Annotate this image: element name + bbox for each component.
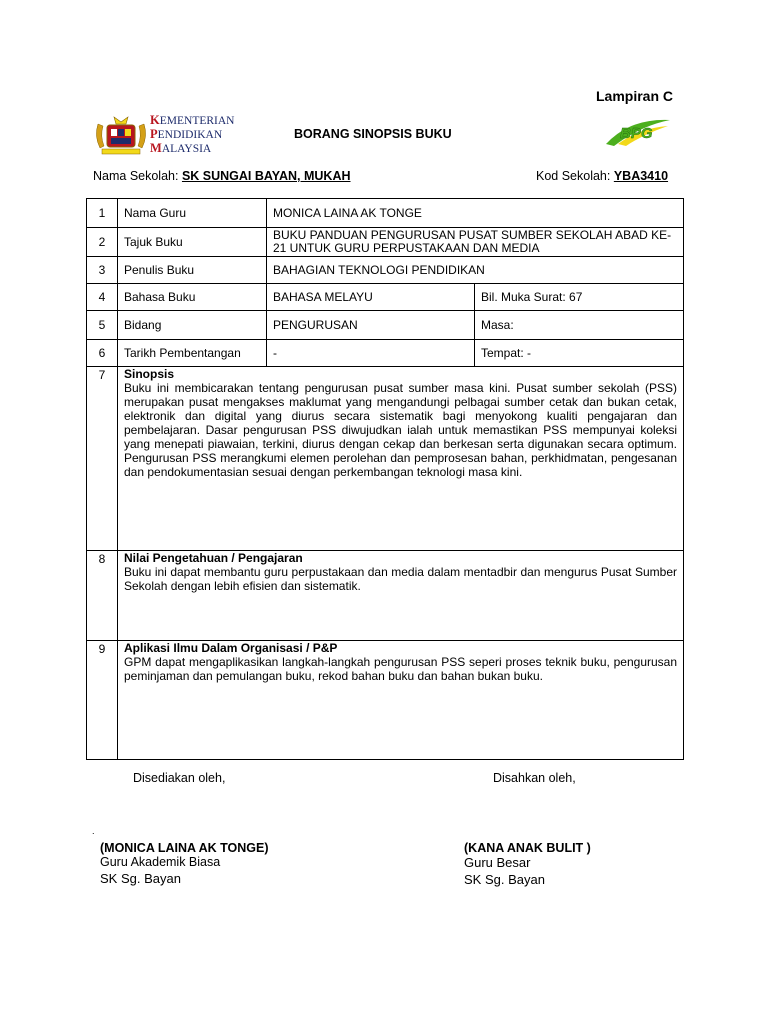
row-value: MONICA LAINA AK TONGE [267, 199, 684, 228]
school-name-label: Nama Sekolah: [93, 169, 179, 183]
section-title: Aplikasi Ilmu Dalam Organisasi / P&P [124, 641, 338, 655]
row-label: Tajuk Buku [118, 228, 267, 257]
ministry-line-1: KEMENTERIAN [150, 113, 235, 127]
approved-by-school: SK Sg. Bayan [464, 872, 545, 887]
section-content [118, 641, 684, 760]
row-extra: Masa: [475, 311, 684, 340]
row-number: 5 [87, 311, 118, 340]
prepared-by-name: (MONICA LAINA AK TONGE) [100, 841, 269, 855]
prepared-by-school: SK Sg. Bayan [100, 871, 181, 886]
section-body: GPM dapat mengaplikasikan langkah-langkah pengurusan PSS seperi proses teknik buku, pengurusan peminjaman dan pemulangan buku, rekod bahan buku dan bahan bukan buku. [124, 655, 678, 683]
section-number: 9 [87, 641, 118, 760]
row-label: Bahasa Buku [118, 284, 267, 311]
form-title: BORANG SINOPSIS BUKU [294, 127, 452, 141]
row-number: 3 [87, 257, 118, 284]
row-value: BAHAGIAN TEKNOLOGI PENDIDIKAN [267, 257, 684, 284]
prepared-by-position: Guru Akademik Biasa [100, 855, 221, 869]
bpg-logo [600, 114, 672, 150]
row-label: Penulis Buku [118, 257, 267, 284]
prepared-by-block [100, 841, 269, 886]
ministry-name-logo [150, 114, 234, 156]
row-number: 4 [87, 284, 118, 311]
school-code-value: YBA3410 [613, 169, 669, 183]
table-row [87, 284, 684, 311]
application-section [87, 641, 684, 760]
school-name-field [93, 169, 351, 183]
school-code-field [536, 169, 668, 183]
prepared-by-label: Disediakan oleh, [133, 771, 226, 785]
row-extra: Bil. Muka Surat: 67 [475, 284, 684, 311]
svg-text:BPG: BPG [620, 125, 653, 142]
school-code-label: Kod Sekolah: [536, 169, 611, 183]
table-row [87, 199, 684, 228]
synopsis-section [87, 367, 684, 551]
signature-mark: . [92, 826, 95, 836]
knowledge-value-section [87, 551, 684, 641]
section-body: Buku ini dapat membantu guru perpustakaan dan media dalam mentadbir dan mengurus Pusat Sumber Sekolah dengan lebih efisien dan sistematik. [124, 565, 678, 593]
section-title: Nilai Pengetahuan / Pengajaran [124, 551, 303, 565]
approved-by-name: (KANA ANAK BULIT ) [464, 841, 591, 855]
table-row [87, 340, 684, 367]
row-number: 6 [87, 340, 118, 367]
ministry-line-3: MALAYSIA [150, 141, 212, 155]
approved-by-block [464, 841, 591, 887]
row-extra: Tempat: - [475, 340, 684, 367]
table-row [87, 228, 684, 257]
section-number: 7 [87, 367, 118, 551]
row-value: - [267, 340, 475, 367]
table-row [87, 311, 684, 340]
row-label: Bidang [118, 311, 267, 340]
synopsis-table [86, 198, 684, 760]
row-value: BUKU PANDUAN PENGURUSAN PUSAT SUMBER SEKOLAH ABAD KE-21 UNTUK GURU PERPUSTAKAAN DAN MEDIA [267, 228, 684, 257]
row-number: 2 [87, 228, 118, 257]
section-content [118, 551, 684, 641]
row-label: Nama Guru [118, 199, 267, 228]
section-body: Buku ini membicarakan tentang pengurusan pusat sumber masa kini. Pusat sumber sekolah (PSS) merupakan pusat mengakses maklumat yang mengandungi pelbagai sumber cetak dan bukan cetak, elektronik dan digital yang diurus secara sistematik bagi menyokong kualiti pengajaran dan pembelajaran. Dasar pengurusan PSS diwujudkan ialah untuk memastikan PSS mempunyai koleksi yang menepati piawaian, terkini, diurus dengan cekap dan berkesan serta digunakan secara optimum. Pengurusan PSS merangkumi elemen perolehan dan pemprosesan bahan, perkhidmatan, pengesanan dan pendokumentasian sesuai dengan perkembangan teknologi masa kini. [124, 381, 678, 479]
row-value: PENGURUSAN [267, 311, 475, 340]
section-content [118, 367, 684, 551]
malaysia-crest-logo [92, 114, 150, 156]
approved-by-position: Guru Besar [464, 855, 531, 870]
row-value: BAHASA MELAYU [267, 284, 475, 311]
row-number: 1 [87, 199, 118, 228]
row-label: Tarikh Pembentangan [118, 340, 267, 367]
lampiran-label: Lampiran C [596, 88, 674, 104]
section-number: 8 [87, 551, 118, 641]
table-row [87, 257, 684, 284]
section-title: Sinopsis [124, 367, 175, 381]
ministry-line-2: PENDIDIKAN [150, 127, 223, 141]
approved-by-label: Disahkan oleh, [493, 771, 576, 785]
school-name-value: SK SUNGAI BAYAN, MUKAH [181, 169, 351, 183]
